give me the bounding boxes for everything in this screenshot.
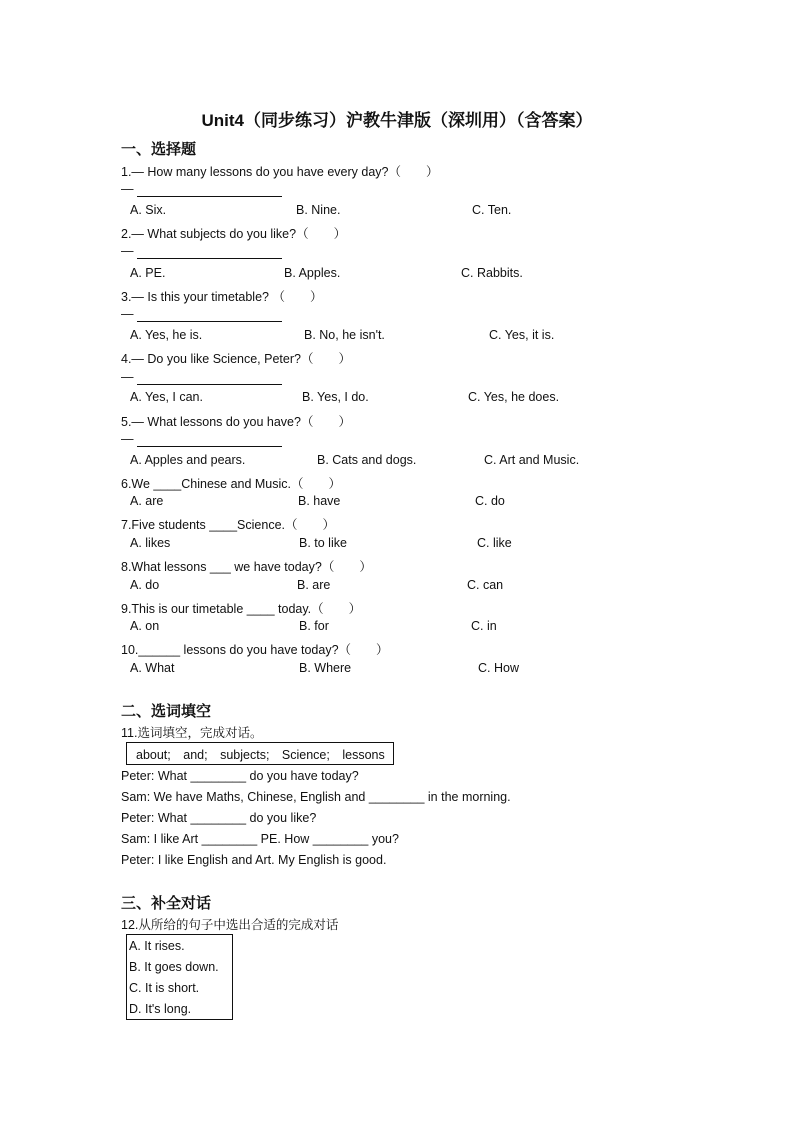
- option-c: C. Art and Music.: [484, 453, 580, 467]
- option-a: A. PE.: [130, 266, 166, 280]
- question-stem: 1.— How many lessons do you have every day?（ ）: [121, 165, 439, 179]
- dialogue-line: Peter: What ________ do you have today?: [121, 769, 359, 783]
- answer-blank-line[interactable]: [137, 446, 282, 447]
- dialogue-line: Sam: I like Art ________ PE. How ________ you?: [121, 832, 399, 846]
- option-a: A. on: [130, 619, 160, 633]
- word-bank-text: about; and; subjects; Science; lessons: [136, 747, 385, 762]
- sentence-option: D. It's long.: [129, 1002, 192, 1016]
- answer-dash: —: [121, 307, 134, 321]
- answer-dash: —: [121, 182, 134, 196]
- option-b: B. are: [297, 578, 331, 592]
- option-c: C. Rabbits.: [461, 266, 523, 280]
- dialogue-line: Peter: I like English and Art. My English is good.: [121, 853, 387, 867]
- option-a: A. Yes, I can.: [130, 390, 203, 404]
- option-b: B. No, he isn't.: [304, 328, 385, 342]
- document-title: Unit4（同步练习）沪教牛津版（深圳用）（含答案）: [201, 111, 593, 130]
- section-heading-choice: 一、选择题: [121, 141, 197, 158]
- answer-blank-line[interactable]: [137, 321, 282, 322]
- option-b: B. Yes, I do.: [302, 390, 369, 404]
- section-instruction: 11.选词填空，完成对话。: [121, 726, 263, 740]
- word-bank-box: [126, 742, 394, 765]
- sentence-option: C. It is short.: [129, 981, 200, 995]
- option-a: A. What: [130, 661, 175, 675]
- dialogue-line: Sam: We have Maths, Chinese, English and ________ in the morning.: [121, 790, 511, 804]
- option-a: A. Yes, he is.: [130, 328, 203, 342]
- question-stem: 4.— Do you like Science, Peter?（ ）: [121, 352, 351, 366]
- option-c: C. like: [477, 536, 512, 550]
- sentence-option: B. It goes down.: [129, 960, 219, 974]
- sentence-options-box: [126, 934, 233, 1020]
- option-a: A. likes: [130, 536, 171, 550]
- option-b: B. Cats and dogs.: [317, 453, 417, 467]
- option-b: B. to like: [299, 536, 347, 550]
- section-heading-fill: 二、选词填空: [121, 703, 212, 720]
- question-stem: 8.What lessons ___ we have today?（ ）: [121, 560, 372, 574]
- option-c: C. do: [475, 494, 505, 508]
- option-a: A. do: [130, 578, 160, 592]
- section-instruction: 12.从所给的句子中选出合适的完成对话: [121, 918, 339, 932]
- answer-dash: —: [121, 432, 134, 446]
- answer-dash: —: [121, 370, 134, 384]
- option-b: B. for: [299, 619, 329, 633]
- option-a: A. are: [130, 494, 164, 508]
- option-c: C. How: [478, 661, 519, 675]
- option-b: B. Nine.: [296, 203, 341, 217]
- answer-blank-line[interactable]: [137, 384, 282, 385]
- option-b: B. Where: [299, 661, 352, 675]
- option-c: C. can: [467, 578, 504, 592]
- question-stem: 10.______ lessons do you have today?（ ）: [121, 643, 389, 657]
- option-b: B. have: [298, 494, 341, 508]
- option-c: C. Ten.: [472, 203, 512, 217]
- sentence-option: A. It rises.: [129, 939, 185, 953]
- option-a: A. Apples and pears.: [130, 453, 246, 467]
- section-heading-dialogue: 三、补全对话: [121, 895, 212, 912]
- dialogue-line: Peter: What ________ do you like?: [121, 811, 317, 825]
- option-a: A. Six.: [130, 203, 167, 217]
- question-stem: 5.— What lessons do you have?（ ）: [121, 415, 351, 429]
- option-c: C. in: [471, 619, 497, 633]
- question-stem: 6.We ____Chinese and Music.（ ）: [121, 477, 342, 491]
- option-c: C. Yes, it is.: [489, 328, 555, 342]
- question-stem: 2.— What subjects do you like?（ ）: [121, 227, 347, 241]
- question-stem: 9.This is our timetable ____ today.（ ）: [121, 602, 362, 616]
- option-b: B. Apples.: [284, 266, 341, 280]
- option-c: C. Yes, he does.: [468, 390, 560, 404]
- question-stem: 3.— Is this your timetable? （ ）: [121, 290, 323, 304]
- answer-dash: —: [121, 244, 134, 258]
- answer-blank-line[interactable]: [137, 258, 282, 259]
- question-stem: 7.Five students ____Science.（ ）: [121, 518, 335, 532]
- answer-blank-line[interactable]: [137, 196, 282, 197]
